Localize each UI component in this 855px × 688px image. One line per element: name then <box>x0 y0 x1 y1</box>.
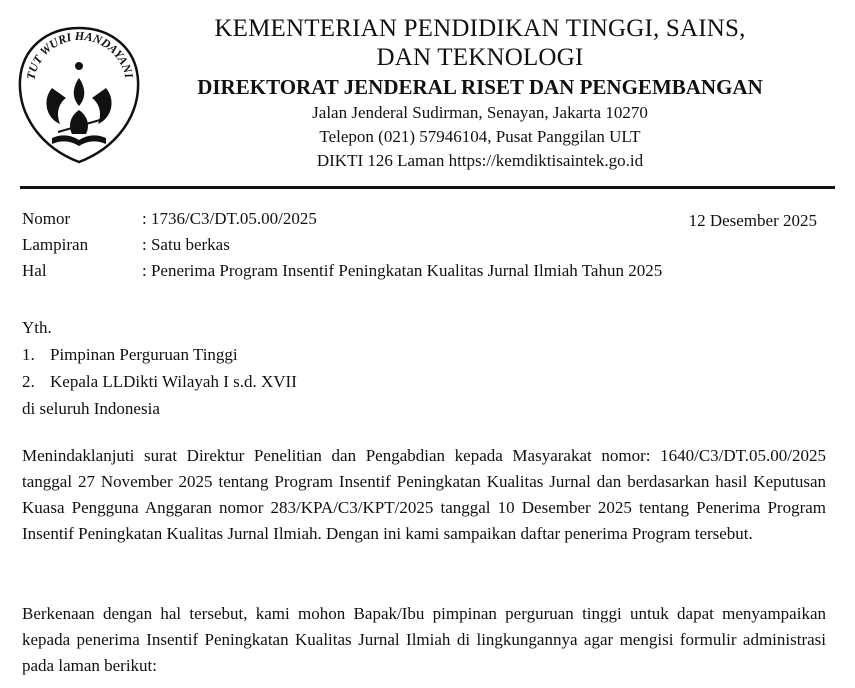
recipient-block <box>22 314 297 422</box>
lampiran-label: Lampiran <box>22 235 89 254</box>
office-phone: Telepon (021) 57946104, Pusat Panggilan ULT <box>319 127 641 146</box>
hal-label: Hal <box>22 261 47 280</box>
ministry-name-line2: DAN TEKNOLOGI <box>376 44 584 71</box>
lampiran-value: : Satu berkas <box>142 235 230 254</box>
hal-value: : Penerima Program Insentif Peningkatan Kualitas Jurnal Ilmiah Tahun 2025 <box>142 261 663 280</box>
body-paragraph-1: Menindaklanjuti surat Direktur Penelitian dan Pengabdian kepada Masyarakat nomor: 1640/C3/DT.05.00/2025 tanggal 27 November 2025 tentang Program Insentif Peningkatan Kualitas Jurnal dan berdasarkan hasil Keputusan Kuasa Pengguna Anggaran nomor 283/KPA/C3/KPT/2025 tanggal 10 Desember 2025 tentang Penerima Program Insentif Peningkatan Kualitas Jurnal Ilmiah. Dengan ini kami sampaikan daftar penerima Program tersebut. <box>22 446 826 543</box>
svg-text:TUT WURI HANDAYANI <box>23 29 136 81</box>
list-number: 1. <box>22 345 35 364</box>
nomor-label: Nomor <box>22 209 71 228</box>
logo-motto: TUT WURI HANDAYANI <box>23 28 137 81</box>
office-website: DIKTI 126 Laman https://kemdiktisaintek.go.id <box>316 151 644 170</box>
body-paragraph-2: Berkenaan dengan hal tersebut, kami mohon Bapak/Ibu pimpinan perguruan tinggi untuk dapat menyampaikan kepada penerima Insentif Peningkatan Kualitas Jurnal Ilmiah di lingkungannya agar mengisi formulir administrasi pada laman berikut: <box>22 604 826 675</box>
recipient-name: Kepala LLDikti Wilayah I s.d. XVII <box>50 372 297 391</box>
letter-date: 12 Desember 2025 <box>688 211 817 230</box>
letterhead <box>160 14 800 173</box>
recipient-name: Pimpinan Perguruan Tinggi <box>50 345 238 364</box>
office-address: Jalan Jenderal Sudirman, Senayan, Jakarta 10270 <box>312 103 648 122</box>
letterhead-divider <box>20 186 835 189</box>
directorate-name: DIREKTORAT JENDERAL RISET DAN PENGEMBANGAN <box>197 75 763 99</box>
salutation: Yth. <box>22 318 52 337</box>
tut-wuri-handayani-emblem-icon <box>12 20 147 168</box>
nomor-value: : 1736/C3/DT.05.00/2025 <box>142 209 317 228</box>
list-item <box>22 341 297 368</box>
tut-wuri-handayani-logo <box>12 20 147 168</box>
list-number: 2. <box>22 372 35 391</box>
list-item <box>22 368 297 395</box>
recipient-location: di seluruh Indonesia <box>22 399 160 418</box>
ministry-name-line1: KEMENTERIAN PENDIDIKAN TINGGI, SAINS, <box>214 15 746 42</box>
